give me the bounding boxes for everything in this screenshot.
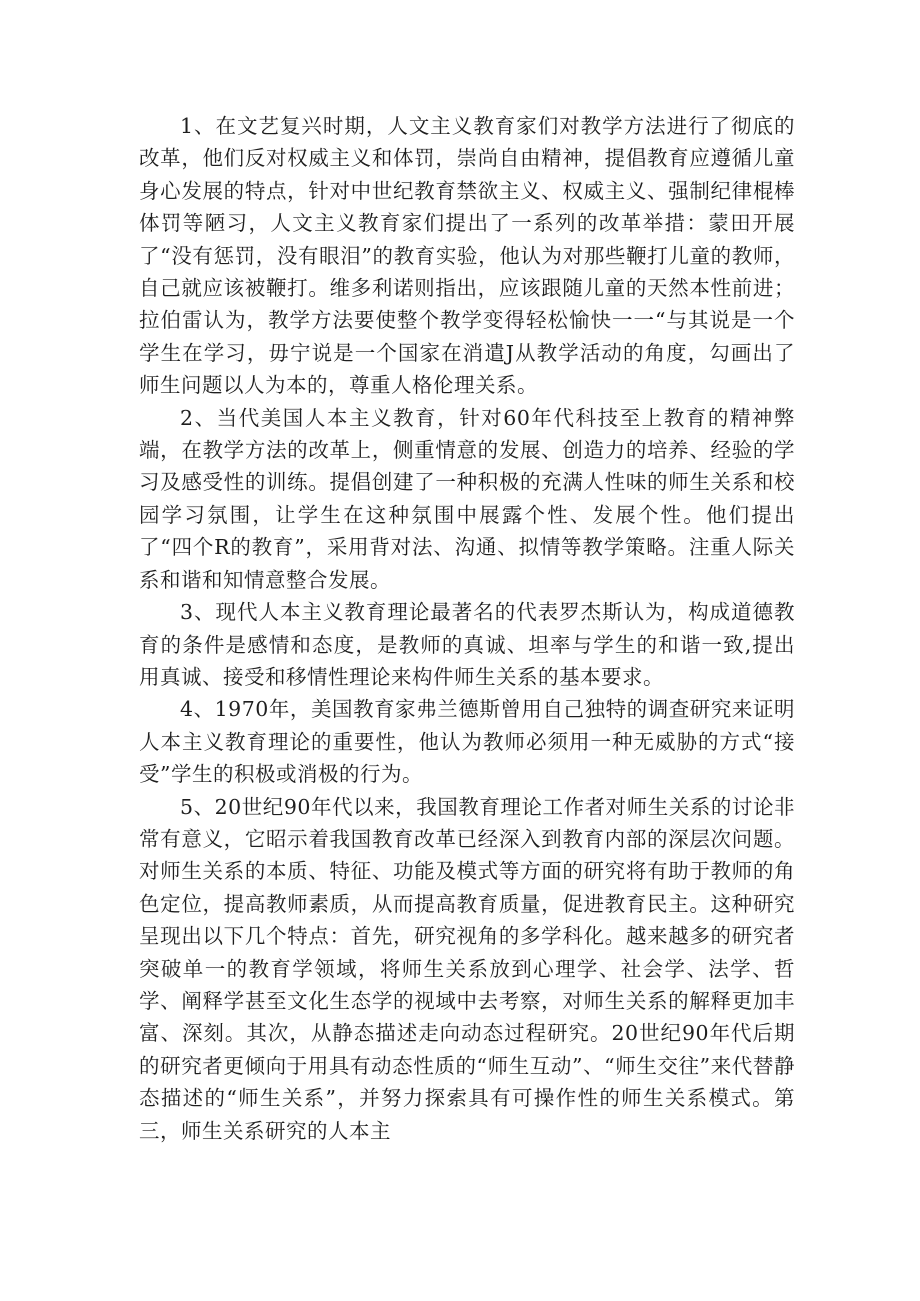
- paragraph-4: 4、1970年，美国教育家弗兰德斯曾用自己独特的调查研究来证明人本主义教育理论的重要性，他认为教师必须用一种无威胁的方式“接受”学生的积极或消极的行为。: [139, 697, 795, 787]
- paragraph-2: 2、当代美国人本主义教育，针对60年代科技至上教育的精神弊端，在教学方法的改革上，侧重情意的发展、创造力的培养、经验的学习及感受性的训练。提倡创建了一种积极的充满人性味的师生关系和校园学习氛围，让学生在这种氛围中展露个性、发展个性。他们提出了“四个R的教育”，采用背对法、沟通、拟情等教学策略。注重人际关系和谐和知情意整合发展。: [139, 405, 795, 592]
- document-body: [139, 110, 795, 1147]
- paragraph-5: 5、20世纪90年代以来，我国教育理论工作者对师生关系的讨论非常有意义，它昭示着我国教育改革已经深入到教育内部的深层次问题。对师生关系的本质、特征、功能及模式等方面的研究将有助于教师的角色定位，提高教师素质，从而提高教育质量，促进教育民主。这种研究呈现出以下几个特点：首先，研究视角的多学科化。越来越多的研究者突破单一的教育学领域，将师生关系放到心理学、社会学、法学、哲学、阐释学甚至文化生态学的视域中去考察，对师生关系的解释更加丰富、深刻。其次，从静态描述走向动态过程研究。20世纪90年代后期的研究者更倾向于用具有动态性质的“师生互动”、“师生交往”来代替静态描述的“师生关系”，并努力探索具有可操作性的师生关系模式。第三，师生关系研究的人本主: [139, 794, 795, 1143]
- paragraph-3: 3、现代人本主义教育理论最著名的代表罗杰斯认为，构成道德教育的条件是感情和态度，是教师的真诚、坦率与学生的和谐一致,提出用真诚、接受和移情性理论来构件师生关系的基本要求。: [139, 600, 795, 689]
- paragraph-1: 1、在文艺复兴时期，人文主义教育家们对教学方法进行了彻底的改革，他们反对权威主义和体罚，崇尚自由精神，提倡教育应遵循儿童身心发展的特点，针对中世纪教育禁欲主义、权威主义、强制纪律棍棒体罚等陋习，人文主义教育家们提出了一系列的改革举措：蒙田开展了“没有惩罚，没有眼泪”的教育实验，他认为对那些鞭打儿童的教师，自己就应该被鞭打。维多利诺则指出，应该跟随儿童的天然本性前进；拉伯雷认为，教学方法要使整个教学变得轻松愉快一一“与其说是一个学生在学习，毋宁说是一个国家在消遣J从教学活动的角度，勾画出了师生问题以人为本的，尊重人格伦理关系。: [139, 114, 795, 398]
